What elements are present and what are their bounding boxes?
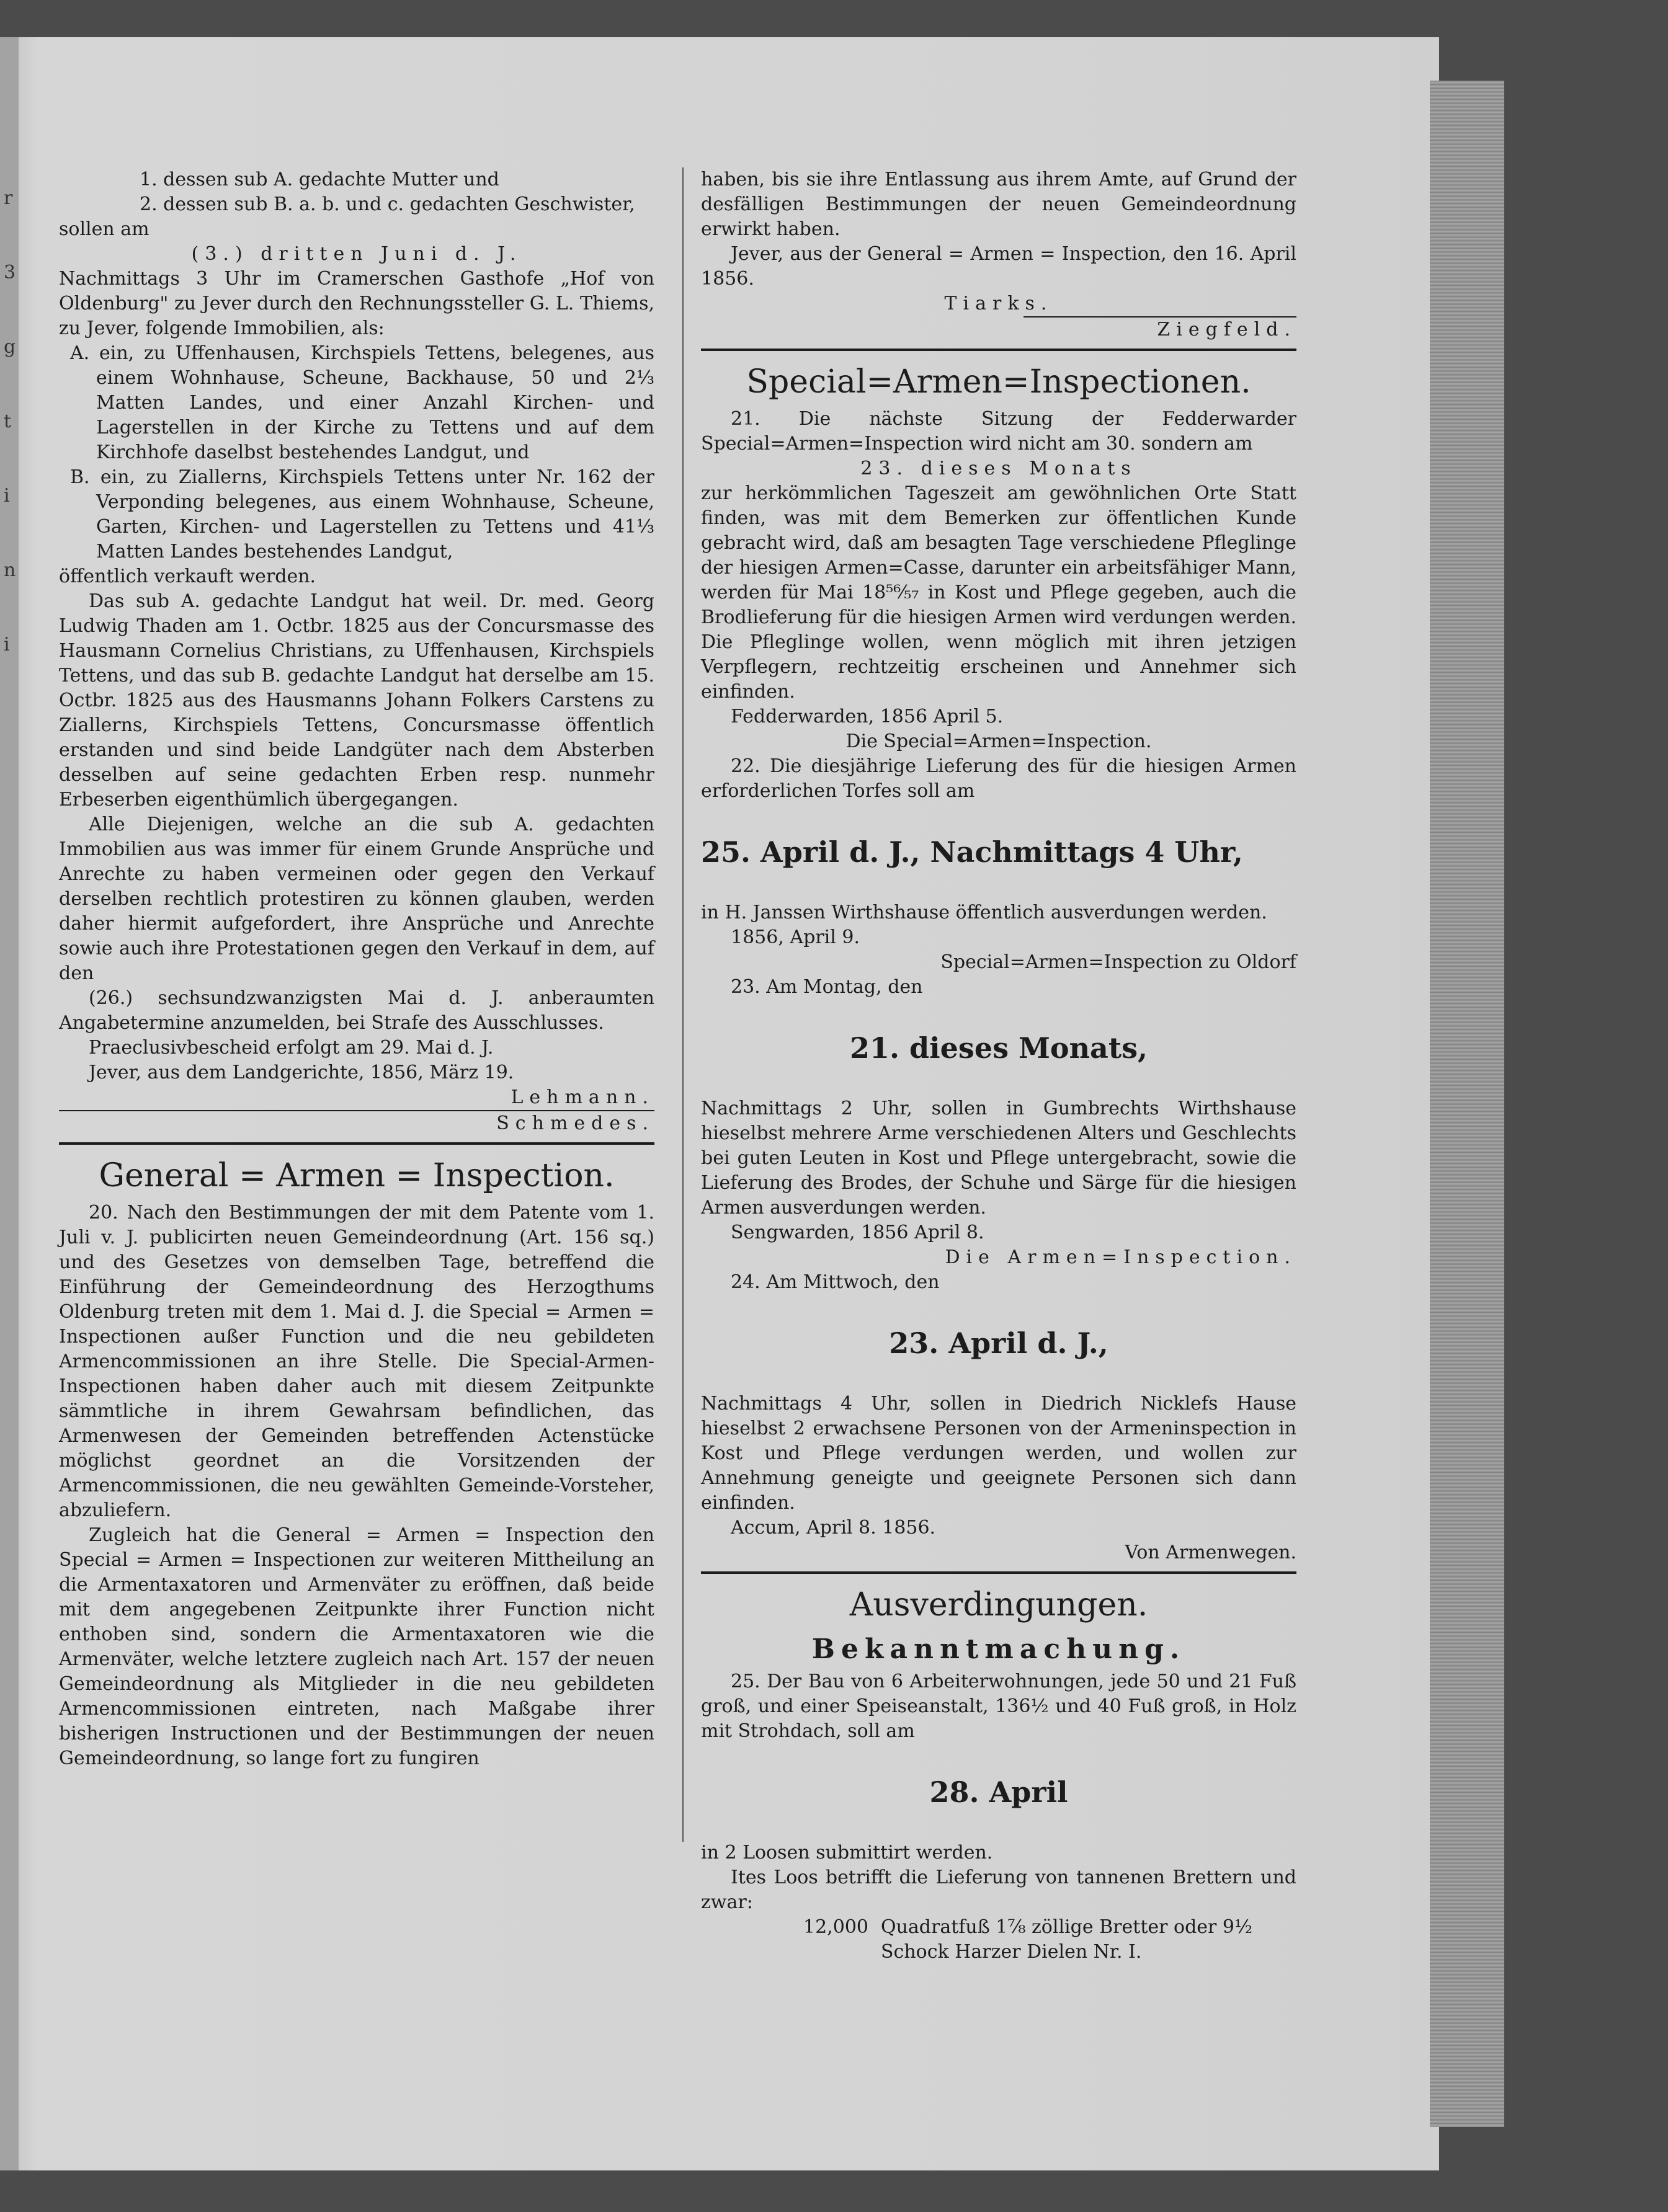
intro-item: 2. dessen sub B. a. b. und c. gedachten Geschwister, — [140, 193, 635, 215]
section-rule — [701, 349, 1296, 351]
signature: Die Armen=Inspection. — [945, 1246, 1296, 1268]
paragraph: Nachmittags 4 Uhr, sollen in Diedrich Nicklefs Hause hieselbst 2 erwachsene Personen von der Armeninspection in Kost und Pflege verdungen werden, und wollen zur Annehmung geneigte und geeignete Personen sich dann einfinden. — [701, 1393, 1296, 1514]
paragraph: Nachmittags 3 Uhr im Cramerschen Gasthofe „Hof von Oldenburg" zu Jever durch den Rechnungssteller G. L. Thiems, zu Jever, folgende Immobilien, als: — [59, 268, 654, 339]
signature: Ziegfeld. — [1157, 319, 1296, 340]
section-rule — [701, 1571, 1296, 1574]
place-date: Jever, aus der General = Armen = Inspection, den 16. April 1856. — [701, 243, 1296, 290]
paragraph: in H. Janssen Wirthshause öffentlich ausverdungen werden. — [701, 902, 1267, 923]
paragraph: 24. Am Mittwoch, den — [731, 1271, 940, 1293]
margin-char: 3 — [4, 262, 16, 283]
right-column — [701, 167, 1296, 1965]
date-line: 23. April d. J., — [889, 1326, 1108, 1360]
paragraph: in 2 Loosen submittirt werden. — [701, 1842, 993, 1863]
paragraph: 23. Am Montag, den — [731, 976, 923, 998]
paragraph: 22. Die diesjährige Lieferung des für die hiesigen Armen erforderlichen Torfes soll am — [701, 755, 1296, 802]
intro-item: 1. dessen sub A. gedachte Mutter und — [140, 169, 499, 190]
place-date: Fedderwarden, 1856 April 5. — [731, 706, 1004, 727]
item-a: A. ein, zu Uffenhausen, Kirchspiels Tettens, belegenes, aus einem Wohnhause, Scheune, Backhause, 50 und 2⅓ Matten Landes, und einer Anzahl Kirchen- und Lagerstellen in der Kirche zu Tettens und auf dem Kirchhofe daselbst bestehendes Landgut, und — [70, 342, 654, 463]
margin-char: n — [4, 559, 16, 581]
verkauft-line: öffentlich verkauft werden. — [59, 566, 316, 587]
signature: Die Special=Armen=Inspection. — [845, 731, 1152, 752]
paragraph: Ites Loos betrifft die Lieferung von tannenen Brettern und zwar: — [701, 1867, 1296, 1913]
margin-char: g — [4, 336, 16, 358]
paragraph: 25. Der Bau von 6 Arbeiterwohnungen, jede 50 und 21 Fuß groß, und einer Speiseanstalt, 136½ und 40 Fuß groß, in Holz mit Strohdach, soll am — [701, 1671, 1296, 1742]
paragraph: 21. Die nächste Sitzung der Fedderwarder Special=Armen=Inspection wird nicht am 30. sondern am — [701, 408, 1296, 455]
previous-page-margin-chars — [4, 161, 17, 682]
section-heading: General = Armen = Inspection. — [99, 1157, 615, 1194]
margin-char: t — [4, 411, 12, 432]
date-line: 23. dieses Monats — [860, 458, 1137, 479]
paragraph: Zugleich hat die General = Armen = Inspection den Special = Armen = Inspectionen zur weiteren Mittheilung an die Armentaxatoren und Armenväter zu eröffnen, daß beide mit dem angegebenen Zeitpunkte ihrer Function nicht enthoben sind, sondern die Armentaxatoren wie die Armenväter, welche letztere zugleich nach Art. 157 der neuen Gemeindeordnung als Mitglieder in die neu gebildeten Armencommissionen eintreten, nach Maßgabe ihrer bisherigen Instructionen und der Bestimmungen der neuen Gemeindeordnung, so lange fort zu fungiren — [59, 1524, 654, 1769]
paragraph: 20. Nach den Bestimmungen der mit dem Patente vom 1. Juli v. J. publicirten neuen Gemeindeordnung (Art. 156 sq.) und des Gesetzes von demselben Tage, betreffend die Einführung der Gemeindeordnung des Herzogthums Oldenburg treten mit dem 1. Mai d. J. die Special = Armen = Inspectionen außer Function und die neu gebildeten Armencommissionen an ihre Stelle. Die Special-Armen-Inspectionen haben daher auch mit diesem Zeitpunkte sämmtliche in ihrem Gewahrsam befindlichen, das Armenwesen der Gemeinden betreffenden Actenstücke möglichst geordnet an die Vorsitzenden der Armencommissionen, die neu gewählten Gemeinde-Vorsteher, abzuliefern. — [59, 1202, 654, 1521]
margin-char: r — [4, 187, 13, 209]
place-date: 1856, April 9. — [731, 926, 860, 948]
section-heading: Ausverdingungen. — [849, 1586, 1148, 1623]
paragraph: Das sub A. gedachte Landgut hat weil. Dr. med. Georg Ludwig Thaden am 1. Octbr. 1825 aus der Concursmasse des Hausmann Cornelius Christians, zu Uffenhausen, Kirchspiels Tettens, und das sub B. gedachte Landgut hat derselbe am 15. Octbr. 1825 aus des Hausmanns Johann Folkers Carstens zu Ziallerns, Kirchspiels Tettens, Concursmasse öffentlich erstanden und sind beide Landgüter nach dem Absterben desselben auf seine gedachten Erben resp. nunmehr Erbeserben eigenthümlich übergegangen. — [59, 590, 654, 811]
lot-quantity: 12,000 — [803, 1916, 868, 1938]
place-date: Jever, aus dem Landgerichte, 1856, März 19. — [89, 1062, 514, 1083]
sub-heading: Bekanntmachung. — [811, 1633, 1186, 1665]
lot-table-row — [701, 1915, 1296, 1965]
paragraph: Nachmittags 2 Uhr, sollen in Gumbrechts Wirthshause hieselbst mehrere Arme verschiedenen Alters und Geschlechts bei guten Leuten in Kost und Pflege untergebracht, sowie die Lieferung des Brodes, der Schuhe und Särge für die hiesigen Armen ausverdungen werden. — [701, 1098, 1296, 1219]
lot-description: Quadratfuß 1⅞ zöllige Bretter oder 9½ Schock Harzer Dielen Nr. I. — [881, 1916, 1253, 1963]
signature: Special=Armen=Inspection zu Oldorf — [940, 951, 1296, 973]
margin-char: i — [4, 634, 10, 655]
paragraph: zur herkömmlichen Tageszeit am gewöhnlichen Orte Statt finden, was mit dem Bemerken zur öffentlichen Kunde gebracht wird, daß am besagten Tage verschiedene Pfleglinge der hiesigen Armen=Casse, darunter ein arbeitsfähiger Mann, werden für Mai 18⁵⁶⁄₅₇ in Kost und Pflege gegeben, auch die Brodlieferung für die hiesigen Armen wird verdungen werden. Die Pfleglinge wollen, wenn möglich mit ihren jetzigen Verpflegern, rechtzeitig erscheinen und Annehmer sich einfinden. — [701, 482, 1296, 703]
left-column — [59, 167, 654, 1771]
auction-date: (3.) dritten Juni d. J. — [191, 243, 522, 265]
place-date: Accum, April 8. 1856. — [731, 1517, 936, 1539]
signature: Von Armenwegen. — [1125, 1542, 1296, 1563]
paragraph: Alle Diejenigen, welche an die sub A. gedachten Immobilien aus was immer für einem Grunde Ansprüche und Anrechte zu haben vermeinen oder gegen den Verkauf derselben rechtlich protestiren zu können glauben, werden daher hiermit aufgefordert, ihre Ansprüche und Anrechte sowie auch ihre Protestationen gegen den Verkauf in dem, auf den — [59, 814, 654, 984]
column-divider — [682, 167, 684, 1842]
item-b: B. ein, zu Ziallerns, Kirchspiels Tettens unter Nr. 162 der Verponding belegenes, aus einem Wohnhause, Scheune, Garten, Kirchen- und Lagerstellen zu Tettens und 41⅓ Matten Landes bestehendes Landgut, — [70, 466, 654, 562]
signature: Lehmann. — [511, 1086, 654, 1108]
section-rule — [59, 1142, 654, 1145]
date-line: 28. April — [929, 1775, 1068, 1809]
margin-char: i — [4, 485, 10, 507]
sollen-am: sollen am — [59, 218, 149, 240]
book-spine-edge — [1430, 81, 1504, 2127]
date-line: 21. dieses Monats, — [849, 1031, 1148, 1065]
signature: Schmedes. — [496, 1113, 654, 1134]
praeclusiv-line: Praeclusivbescheid erfolgt am 29. Mai d. J. — [89, 1037, 494, 1059]
date-line: 25. April d. J., Nachmittags 4 Uhr, — [701, 835, 1243, 869]
section-heading: Special=Armen=Inspectionen. — [746, 363, 1251, 401]
paragraph: haben, bis sie ihre Entlassung aus ihrem Amte, auf Grund der desfälligen Bestimmungen der neuen Gemeindeordnung erwirkt haben. — [701, 169, 1296, 240]
paragraph: (26.) sechsundzwanzigsten Mai d. J. anberaumten Angabetermine anzumelden, bei Strafe des Ausschlusses. — [59, 987, 654, 1034]
signature: Tiarks. — [944, 293, 1053, 314]
place-date: Sengwarden, 1856 April 8. — [731, 1222, 984, 1243]
